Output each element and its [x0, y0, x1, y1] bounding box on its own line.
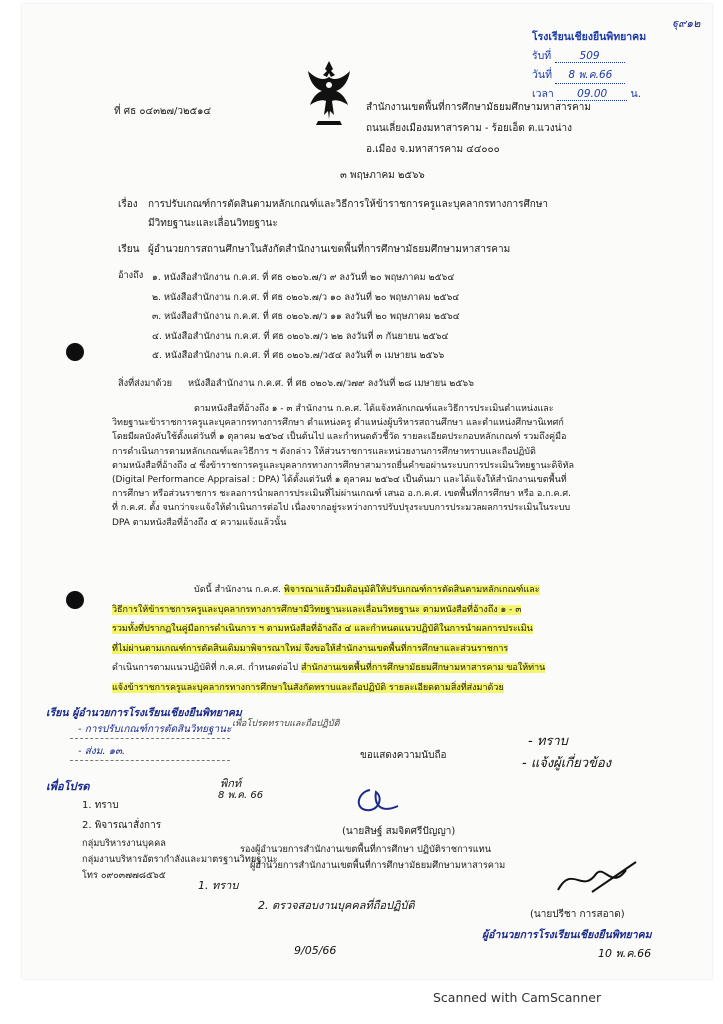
- paragraph-line: การศึกษา หรือส่วนราชการ ชะลอการนำผลการประเมินที่ไม่ผ่านเกณฑ์ เสนอ อ.ก.ค.ศ. เขตพื้นที่การศึกษา หรือ อ.ก.ค.ศ.: [112, 489, 571, 500]
- stamp-time-unit: น.: [630, 88, 642, 100]
- handwritten-note-2: - แจ้งผู้เกี่ยวข้อง: [522, 756, 612, 771]
- handwritten-note-1: - ทราบ: [528, 734, 568, 749]
- paragraph-1: [112, 402, 657, 530]
- order-2: 2. ตรวจสอบงานบุคคลที่ถือปฏิบัติ: [258, 899, 415, 912]
- highlighted-text: แจ้งข้าราชการครูและบุคลากรทางการศึกษาในสังกัดทราบและถือปฏิบัติ รายละเอียดตามสิ่งที่ส่งมาด้วย: [112, 682, 504, 693]
- initials: พิกท์: [220, 777, 242, 790]
- contact-group-1: กลุ่มบริหารงานบุคคล: [82, 838, 166, 849]
- director-signature-icon: [552, 860, 642, 900]
- doc-number: ที่ ศธ ๐๔๓๒๗/ว๒๕๑๔: [114, 106, 212, 117]
- recipient-text: ผู้อำนวยการสถานศึกษาในสังกัดสำนักงานเขตพื้นที่การศึกษามัธยมศึกษามหาสารคาม: [148, 244, 511, 255]
- punch-hole: [66, 591, 84, 609]
- director-title: ผู้อำนวยการโรงเรียนเชียงยืนพิทยาคม: [482, 929, 652, 941]
- divider: [70, 738, 230, 739]
- references-label: อ้างถึง: [118, 270, 144, 281]
- purpose-option-1: 1. ทราบ: [82, 800, 119, 811]
- contact-phone: โทร ๐๙๐๓๗๗๘๕๖๕: [82, 870, 166, 881]
- annotation-note-1: - การปรับเกณฑ์การตัดสินวิทยฐานะ: [78, 724, 232, 735]
- office-line-1: สำนักงานเขตพื้นที่การศึกษามัธยมศึกษามหาสารคาม: [366, 102, 591, 113]
- order-date: 9/05/66: [294, 944, 337, 957]
- reference-item: ๔. หนังสือสำนักงาน ก.ค.ศ. ที่ ศธ ๐๒๐๖.๗/ว ๒๒ ลงวันที่ ๓ กันยายน ๒๕๖๔: [152, 330, 449, 342]
- office-line-2: ถนนเลี่ยงเมืองมหาสารคาม - ร้อยเอ็ด ต.แวงน่าง: [366, 123, 572, 134]
- enclosure-label: สิ่งที่ส่งมาด้วย: [118, 378, 172, 389]
- annotation-note-1b: เพื่อโปรดทราบและถือปฏิบัติ: [232, 719, 340, 729]
- paragraph-line: ดำเนินการตามแนวปฏิบัติที่ ก.ค.ศ. กำหนดต่อไป: [112, 663, 301, 673]
- reference-item: ๑. หนังสือสำนักงาน ก.ค.ศ. ที่ ศธ ๐๒๐๖.๗/ว ๙ ลงวันที่ ๒๐ พฤษภาคม ๒๕๖๔: [152, 272, 455, 283]
- order-1: 1. ทราบ: [198, 879, 239, 892]
- stamp-time-label: เวลา: [532, 88, 554, 100]
- paragraph-line: วิทยฐานะข้าราชการครูและบุคลากรทางการศึกษา ตำแหน่งครู ตำแหน่งผู้บริหารสถานศึกษา และตำแหน่งศึกษานิเทศก์: [112, 418, 564, 429]
- annotation-recipient: เรียน ผู้อำนวยการโรงเรียนเชียงยืนพิทยาคม: [46, 707, 242, 719]
- reference-item: ๕. หนังสือสำนักงาน ก.ค.ศ. ที่ ศธ ๐๒๐๖.๗/ว๕๔ ลงวันที่ ๓ เมษายน ๒๕๖๖: [152, 350, 445, 362]
- contact-group-2: กลุ่มงานบริหารอัตรากำลังและมาตรฐานวิทยฐานะ: [82, 854, 278, 865]
- stamp-top-note: ฐุ๙๑๒: [672, 17, 701, 30]
- doc-date: ๓ พฤษภาคม ๒๕๖๖: [340, 170, 425, 181]
- stamp-received-label: รับที่: [532, 50, 552, 62]
- scanner-watermark: Scanned with CamScanner: [433, 990, 602, 1005]
- divider: [70, 760, 230, 761]
- purpose-label: เพื่อโปรด: [46, 780, 90, 793]
- closing-text: ขอแสดงความนับถือ: [360, 750, 447, 761]
- signer-title-2: ผู้อำนวยการสำนักงานเขตพื้นที่การศึกษามัธยมศึกษามหาสารคาม: [250, 860, 506, 871]
- paragraph-line: การดำเนินการตามหลักเกณฑ์และวิธีการ ฯ ดังกล่าว ให้ส่วนราชการและหน่วยงานการศึกษาทราบและถือปฏิบัติ: [112, 446, 536, 457]
- references-list: [152, 268, 460, 366]
- director-name: (นายปรีชา การสอาด): [530, 909, 625, 920]
- stamp-date-label: วันที่: [532, 69, 552, 81]
- stamp-time-value: 09.00: [557, 88, 627, 101]
- signature-icon: [340, 780, 430, 820]
- subject-label: เรื่อง: [118, 199, 138, 210]
- subject-line-1: การปรับเกณฑ์การตัดสินตามหลักเกณฑ์และวิธีการให้ข้าราชการครูและบุคลากรทางการศึกษา: [148, 199, 549, 210]
- paragraph-line: (Digital Performance Appraisal : DPA) ได้ตั้งแต่วันที่ ๑ ตุลาคม ๒๕๖๔ เป็นต้นมา และได้แจ้งให้สำนักงานเขตพื้นที่: [112, 475, 567, 486]
- punch-hole: [66, 343, 84, 361]
- stamp-school: โรงเรียนเชียงยืนพิทยาคม: [532, 31, 647, 43]
- paragraph-intro: บัดนี้ สำนักงาน ก.ค.ศ.: [194, 585, 284, 595]
- recipient-label: เรียน: [118, 244, 140, 255]
- paragraph-line: ที่ ก.ค.ศ. ตั้ง จนกว่าจะแจ้งให้ดำเนินการต่อไป เนื่องจากอยู่ระหว่างการปรับปรุงระบบการประมวลผลการประเมินในระบบ: [112, 503, 571, 514]
- highlighted-text: ที่ไม่ผ่านตามเกณฑ์การตัดสินเดิมมาพิจารณาใหม่ จึงขอให้สำนักงานเขตพื้นที่การศึกษาและส่วนราชการ: [112, 643, 509, 654]
- director-date: 10 พ.ค.66: [598, 947, 652, 960]
- paragraph-2: [112, 581, 657, 698]
- garuda-emblem-icon: [304, 59, 354, 127]
- office-line-3: อ.เมือง จ.มหาสารคาม ๔๔๐๐๐: [366, 144, 500, 155]
- signer-title: รองผู้อำนวยการสำนักงานเขตพื้นที่การศึกษา ปฏิบัติราชการแทน: [240, 844, 492, 855]
- subject-line-2: มีวิทยฐานะและเลื่อนวิทยฐานะ: [148, 218, 278, 229]
- document-page: [22, 4, 712, 979]
- stamp-date-value: 8 พ.ค.66: [555, 66, 625, 84]
- stamp-received-no: 509: [555, 50, 625, 63]
- signer-name: (นายสิษฐ์ สมจิตศรีปัญญา): [342, 826, 456, 837]
- initials-date: 8 พ.ค. 66: [218, 790, 264, 801]
- annotation-note-2: - ส่งม. ๑๓.: [78, 746, 126, 757]
- highlighted-text: สำนักงานเขตพื้นที่การศึกษามัธยมศึกษามหาสารคาม ขอให้ท่าน: [300, 663, 546, 673]
- paragraph-line: DPA ตามหนังสือที่อ้างถึง ๕ ความแจ้งแล้วนั้น: [112, 517, 287, 528]
- highlighted-text: พิจารณาแล้วมีมติอนุมัติให้ปรับเกณฑ์การตัดสินตามหลักเกณฑ์และ: [283, 585, 540, 595]
- reference-item: ๒. หนังสือสำนักงาน ก.ค.ศ. ที่ ศธ ๐๒๐๖.๗/ว ๑๐ ลงวันที่ ๒๐ พฤษภาคม ๒๕๖๔: [152, 291, 460, 303]
- highlighted-text: รวมทั้งที่ปรากฏในคู่มือการดำเนินการ ฯ ตามหนังสือที่อ้างถึง ๔ และกำหนดแนวปฏิบัติในการนำผลการประเมิน: [112, 624, 533, 634]
- enclosure-text: หนังสือสำนักงาน ก.ค.ศ. ที่ ศธ ๐๒๐๖.๗/ว๗๙ ลงวันที่ ๒๘ เมษายน ๒๕๖๖: [188, 378, 474, 389]
- paragraph-line: ตามหนังสือที่อ้างถึง ๑ - ๓ สำนักงาน ก.ค.ศ. ได้แจ้งหลักเกณฑ์และวิธีการประเมินตำแหน่งและ: [194, 404, 554, 414]
- paragraph-line: โดยมีผลบังคับใช้ตั้งแต่วันที่ ๑ ตุลาคม ๒๕๖๔ เป็นต้นไป และกำหนดตัวชี้วัด รายละเอียดประกอบหลักเกณฑ์ รวมถึงคู่มือ: [112, 432, 567, 443]
- reference-item: ๓. หนังสือสำนักงาน ก.ค.ศ. ที่ ศธ ๐๒๐๖.๗/ว ๑๑ ลงวันที่ ๒๐ พฤษภาคม ๒๕๖๔: [152, 311, 460, 323]
- highlighted-text: วิธีการให้ข้าราชการครูและบุคลากรทางการศึกษามีวิทยฐานะและเลื่อนวิทยฐานะ ตามหนังสือที่อ้างถึง ๑ - ๓: [112, 604, 522, 615]
- paragraph-line: ตามหนังสือที่อ้างถึง ๔ ซึ่งข้าราชการครูและบุคลากรทางการศึกษาสามารถยื่นคำขอผ่านระบบการประเมินวิทยฐานะดิจิทัล: [112, 460, 575, 471]
- purpose-option-2: 2. พิจารณาสั่งการ: [82, 820, 162, 831]
